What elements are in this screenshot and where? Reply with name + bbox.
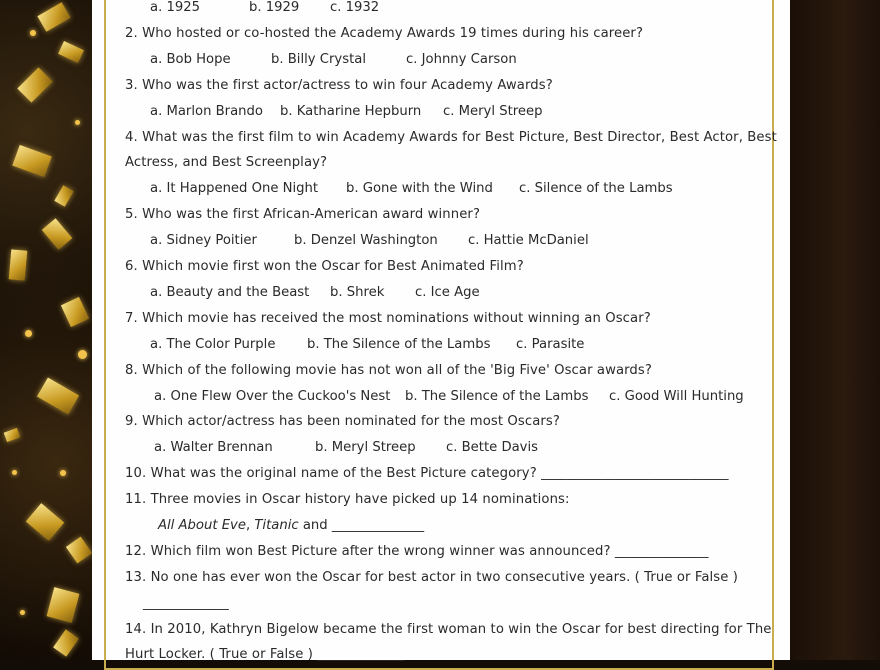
- gold-confetti: [26, 503, 64, 541]
- gold-confetti: [37, 2, 70, 32]
- gold-sparkle: [12, 470, 17, 475]
- question-8: 8. Which of the following movie has not won all of the 'Big Five' Oscar awards?: [125, 363, 652, 378]
- q9-option-c: c. Bette Davis: [446, 440, 539, 455]
- question-9: 9. Which actor/actress has been nominated for the most Oscars?: [125, 414, 561, 429]
- question-3: 3. Who was the first actor/actress to win four Academy Awards?: [125, 78, 553, 93]
- gold-confetti: [66, 537, 92, 564]
- q3-option-c: c. Meryl Streep: [443, 104, 543, 119]
- question-12: 12. Which film won Best Picture after the wrong winner was announced? ______________: [125, 544, 709, 559]
- q13-answer-blank: _____________: [143, 596, 229, 611]
- question-5: 5. Who was the first African-American award winner?: [125, 207, 481, 222]
- q1-option-a: a. 1925: [150, 0, 201, 15]
- q1-option-c: c. 1932: [330, 0, 380, 15]
- gold-sparkle: [30, 30, 36, 36]
- q4-option-b: b. Gone with the Wind: [346, 181, 493, 196]
- q4-option-c: c. Silence of the Lambs: [519, 181, 673, 196]
- q3-option-a: a. Marlon Brando: [150, 104, 263, 119]
- q7-option-b: b. The Silence of the Lambs: [307, 337, 491, 352]
- q7-option-c: c. Parasite: [516, 337, 585, 352]
- question-6: 6. Which movie first won the Oscar for Best Animated Film?: [125, 259, 524, 274]
- q5-option-b: b. Denzel Washington: [294, 233, 438, 248]
- q6-option-a: a. Beauty and the Beast: [150, 285, 310, 300]
- gold-confetti: [53, 629, 79, 656]
- q2-option-b: b. Billy Crystal: [271, 52, 367, 67]
- q9-option-a: a. Walter Brennan: [154, 440, 273, 455]
- gold-confetti: [9, 249, 28, 280]
- q11-answer-blank: and ______________: [298, 518, 425, 533]
- q5-option-a: a. Sidney Poitier: [150, 233, 257, 248]
- gold-confetti: [58, 41, 84, 63]
- q8-option-c: c. Good Will Hunting: [609, 389, 744, 404]
- q4-option-a: a. It Happened One Night: [150, 181, 319, 196]
- q1-option-b: b. 1929: [249, 0, 300, 15]
- q8-option-b: b. The Silence of the Lambs: [405, 389, 589, 404]
- gold-sparkle: [78, 350, 87, 359]
- gold-confetti: [12, 145, 51, 177]
- question-14-line-1: 14. In 2010, Kathryn Bigelow became the first woman to win the Oscar for best directing for The: [125, 622, 772, 637]
- q6-option-c: c. Ice Age: [415, 285, 480, 300]
- gold-confetti: [42, 218, 73, 249]
- question-14-line-2: Hurt Locker. ( True or False ) _____________: [125, 647, 405, 662]
- q5-option-c: c. Hattie McDaniel: [468, 233, 589, 248]
- gold-sparkle: [75, 120, 80, 125]
- question-4-line-1: 4. What was the first film to win Academy Awards for Best Picture, Best Director, Best Actor, Best: [125, 130, 777, 145]
- question-2: 2. Who hosted or co-hosted the Academy Awards 19 times during his career?: [125, 26, 644, 41]
- gold-sparkle: [20, 610, 25, 615]
- dark-background-right: [790, 0, 880, 660]
- gold-sparkle: [25, 330, 32, 337]
- q7-option-a: a. The Color Purple: [150, 337, 276, 352]
- gold-confetti: [61, 297, 89, 327]
- question-4-line-2: Actress, and Best Screenplay?: [125, 155, 328, 170]
- gold-sparkle: [60, 470, 66, 476]
- gold-confetti: [37, 377, 79, 414]
- gold-confetti: [17, 67, 52, 102]
- q11-answer-movie-2: Titanic: [254, 518, 299, 533]
- question-10: 10. What was the original name of the Best Picture category? ____________________________: [125, 466, 729, 481]
- question-13: 13. No one has ever won the Oscar for best actor in two consecutive years. ( True or False ): [125, 570, 739, 585]
- question-11: 11. Three movies in Oscar history have picked up 14 nominations:: [125, 492, 570, 507]
- confetti-background-left: [0, 0, 92, 660]
- gold-confetti: [54, 185, 73, 207]
- q11-answer-line: [158, 518, 424, 533]
- q11-answer-separator: ,: [245, 518, 255, 533]
- question-7: 7. Which movie has received the most nominations without winning an Oscar?: [125, 311, 651, 326]
- gold-confetti: [47, 587, 80, 623]
- q11-answer-movie-1: All About Eve: [158, 518, 246, 533]
- q2-option-a: a. Bob Hope: [150, 52, 231, 67]
- q8-option-a: a. One Flew Over the Cuckoo's Nest: [154, 389, 391, 404]
- q2-option-c: c. Johnny Carson: [406, 52, 517, 67]
- gold-confetti: [4, 428, 21, 442]
- q6-option-b: b. Shrek: [330, 285, 385, 300]
- q3-option-b: b. Katharine Hepburn: [280, 104, 422, 119]
- q9-option-b: b. Meryl Streep: [315, 440, 416, 455]
